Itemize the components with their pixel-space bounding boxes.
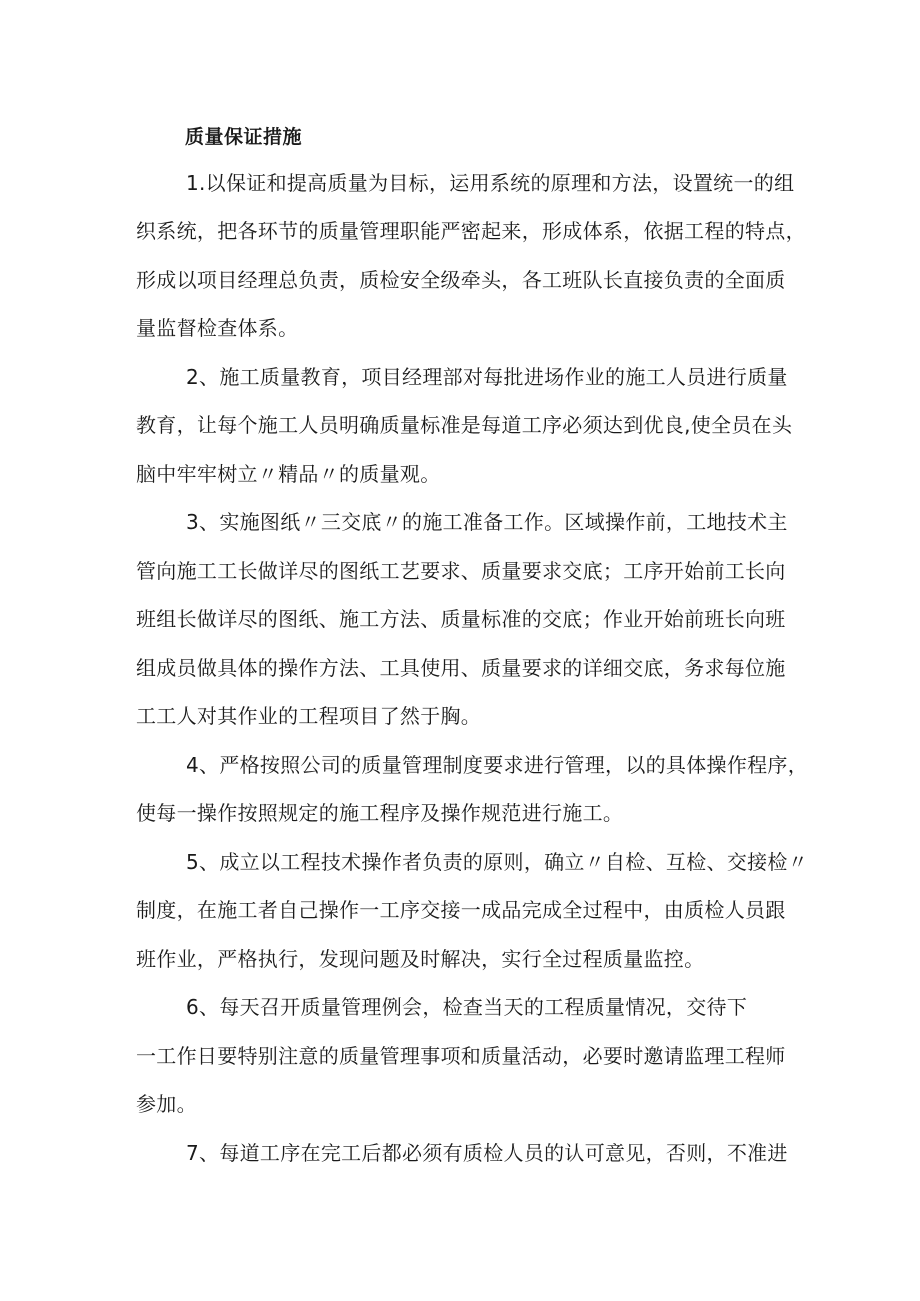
- paragraph-4-line-2: 使每一操作按照规定的施工程序及操作规范进行施工。: [136, 801, 624, 825]
- paragraph-2-line-1: 2、施工质量教育，项目经理部对每批进场作业的施工人员进行质量: [186, 365, 788, 389]
- paragraph-3-line-5: 工工人对其作业的工程项目了然于胸。: [136, 704, 482, 728]
- paragraph-6-line-2: 一工作日要特别注意的质量管理事项和质量活动，必要时邀请监理工程师: [136, 1044, 786, 1068]
- paragraph-3-line-3: 班组长做详尽的图纸、施工方法、质量标准的交底；作业开始前班长向班: [136, 607, 786, 631]
- paragraph-1-line-3: 形成以项目经理总负责，质检安全级牵头，各工班队长直接负责的全面质: [136, 268, 786, 292]
- paragraph-3-line-1: 3、实施图纸〃三交底〃的施工准备工作。区域操作前，工地技术主: [186, 510, 788, 534]
- paragraph-5-line-2: 制度，在施工者自己操作一工序交接一成品完成全过程中，由质检人员跟: [136, 898, 786, 922]
- paragraph-5-line-3: 班作业，严格执行，发现问题及时解决，实行全过程质量监控。: [136, 947, 705, 971]
- paragraph-3-line-4: 组成员做具体的操作方法、工具使用、质量要求的详细交底，务求每位施: [136, 656, 786, 680]
- paragraph-1-line-2: 织系统，把各环节的质量管理职能严密起来，形成体系，依据工程的特点，: [136, 219, 806, 243]
- paragraph-6-line-1: 6、每天召开质量管理例会，检查当天的工程质量情况，交待下: [186, 995, 748, 1019]
- page-title: 质量保证措施: [185, 126, 303, 148]
- paragraph-3-line-2: 管向施工工长做详尽的图纸工艺要求、质量要求交底；工序开始前工长向: [136, 559, 786, 583]
- paragraph-6-line-3: 参加。: [136, 1092, 197, 1116]
- paragraph-5-line-1: 5、成立以工程技术操作者负责的原则，确立〃自检、互检、交接检〃: [186, 850, 809, 874]
- paragraph-7-line-1: 7、每道工序在完工后都必须有质检人员的认可意见，否则，不准进: [186, 1141, 788, 1165]
- paragraph-4-line-1: 4、严格按照公司的质量管理制度要求进行管理，以的具体操作程序，: [186, 753, 809, 777]
- paragraph-2-line-2: 教育，让每个施工人员明确质量标准是每道工序必须达到优良,使全员在头: [136, 413, 793, 437]
- paragraph-2-line-3: 脑中牢牢树立〃精品〃的质量观。: [136, 462, 441, 486]
- paragraph-1-line-4: 量监督检查体系。: [136, 316, 299, 340]
- paragraph-1-line-1: 1.以保证和提高质量为目标，运用系统的原理和方法，设置统一的组: [186, 171, 795, 195]
